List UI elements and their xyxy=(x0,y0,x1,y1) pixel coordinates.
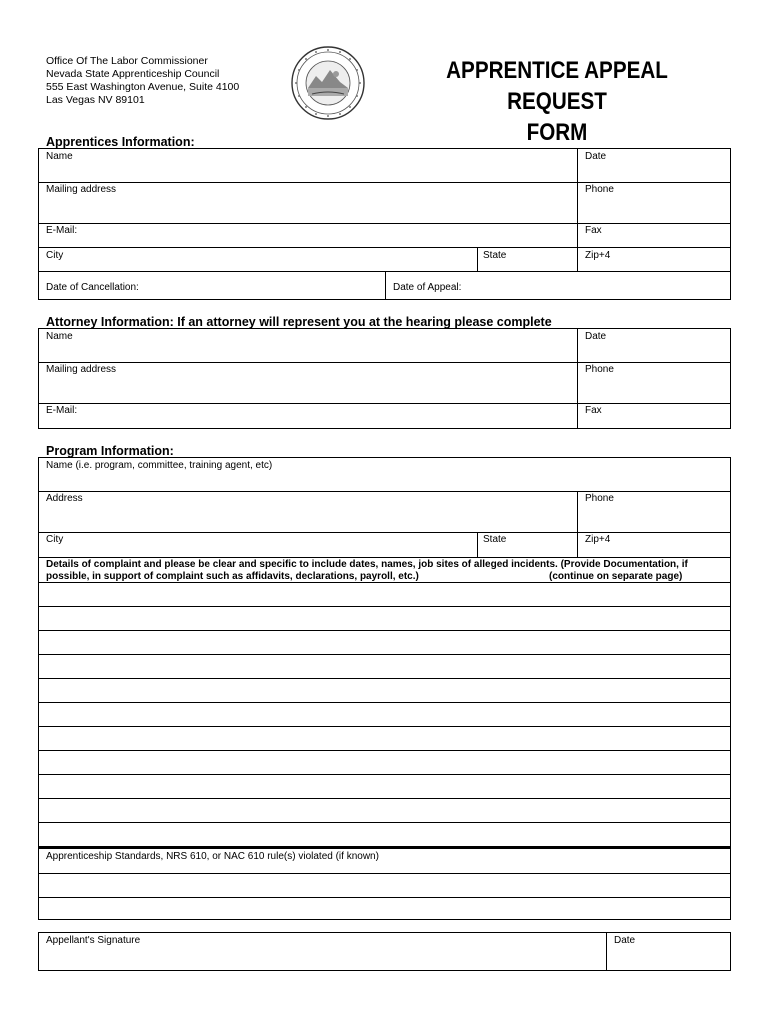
standards-line[interactable] xyxy=(39,897,730,898)
program-section-title: Program Information: xyxy=(46,444,174,458)
attorney-date-field[interactable]: Date xyxy=(585,331,607,342)
complaint-line[interactable] xyxy=(39,678,730,679)
attorney-name-field[interactable]: Name xyxy=(46,331,73,342)
program-state-field[interactable]: State xyxy=(483,534,507,545)
complaint-details-instructions: Details of complaint and please be clear and specific to include dates, names, job sites of alleged incidents. (Provide Documentation, if xyxy=(46,559,688,570)
attorney-email-field[interactable]: E-Mail: xyxy=(46,405,78,416)
divider xyxy=(39,491,730,492)
divider xyxy=(577,149,578,271)
complaint-line[interactable] xyxy=(39,702,730,703)
apprentice-phone-field[interactable]: Phone xyxy=(585,184,614,195)
program-city-field[interactable]: City xyxy=(46,534,64,545)
office-address-block xyxy=(46,55,239,107)
standards-violated-field[interactable]: Apprenticeship Standards, NRS 610, or NAC 610 rule(s) violated (if known) xyxy=(46,851,379,862)
divider xyxy=(577,491,578,557)
program-zip-field[interactable]: Zip+4 xyxy=(585,534,611,545)
divider xyxy=(39,582,730,583)
apprentice-info-table xyxy=(38,148,731,300)
program-name-field[interactable]: Name (i.e. program, committee, training agent, etc) xyxy=(46,460,273,471)
complaint-line[interactable] xyxy=(39,750,730,751)
form-title-line2: FORM xyxy=(526,119,588,146)
attorney-section-title: Attorney Information: If an attorney will represent you at the hearing please complete xyxy=(46,315,552,329)
date-of-cancellation-field[interactable]: Date of Cancellation: xyxy=(46,282,139,293)
complaint-line[interactable] xyxy=(39,774,730,775)
divider xyxy=(606,933,607,971)
program-info-table xyxy=(38,457,731,920)
office-line: Nevada State Apprenticeship Council xyxy=(46,68,220,80)
attorney-mailing-address-field[interactable]: Mailing address xyxy=(46,364,117,375)
apprentice-name-field[interactable]: Name xyxy=(46,151,73,162)
divider xyxy=(39,403,730,404)
date-of-appeal-field[interactable]: Date of Appeal: xyxy=(393,282,462,293)
thick-divider xyxy=(39,846,730,849)
form-title-line1: APPRENTICE APPEAL REQUEST xyxy=(446,57,668,115)
standards-line[interactable] xyxy=(39,873,730,874)
attorney-info-table xyxy=(38,328,731,429)
program-address-field[interactable]: Address xyxy=(46,493,83,504)
divider xyxy=(39,362,730,363)
signature-table xyxy=(38,932,731,971)
divider xyxy=(477,532,478,557)
complaint-line[interactable] xyxy=(39,798,730,799)
attorney-fax-field[interactable]: Fax xyxy=(585,405,602,416)
office-line: 555 East Washington Avenue, Suite 4100 xyxy=(46,81,240,93)
office-line: Las Vegas NV 89101 xyxy=(46,94,145,106)
form-title xyxy=(407,55,708,148)
complaint-line[interactable] xyxy=(39,654,730,655)
complaint-line[interactable] xyxy=(39,630,730,631)
complaint-line[interactable] xyxy=(39,606,730,607)
divider xyxy=(39,182,730,183)
complaint-line[interactable] xyxy=(39,726,730,727)
apprentice-mailing-address-field[interactable]: Mailing address xyxy=(46,184,117,195)
attorney-phone-field[interactable]: Phone xyxy=(585,364,614,375)
program-phone-field[interactable]: Phone xyxy=(585,493,614,504)
continue-on-separate-page-note: (continue on separate page) xyxy=(549,571,683,582)
apprentice-date-field[interactable]: Date xyxy=(585,151,607,162)
divider xyxy=(477,247,478,271)
apprentice-city-field[interactable]: City xyxy=(46,250,64,261)
complaint-details-instructions-line2: possible, in support of complaint such as affidavits, declarations, payroll, etc.) xyxy=(46,571,419,582)
divider xyxy=(39,247,730,248)
divider xyxy=(39,223,730,224)
divider xyxy=(39,532,730,533)
divider xyxy=(577,329,578,429)
complaint-line[interactable] xyxy=(39,822,730,823)
signature-date-field[interactable]: Date xyxy=(614,935,636,946)
divider xyxy=(385,271,386,300)
apprentice-zip-field[interactable]: Zip+4 xyxy=(585,250,611,261)
apprentice-fax-field[interactable]: Fax xyxy=(585,225,602,236)
appellant-signature-field[interactable]: Appellant's Signature xyxy=(46,935,141,946)
apprentice-email-field[interactable]: E-Mail: xyxy=(46,225,78,236)
apprentice-state-field[interactable]: State xyxy=(483,250,507,261)
divider xyxy=(39,557,730,558)
apprentice-section-title: Apprentices Information: xyxy=(46,135,195,149)
nevada-state-seal xyxy=(290,44,366,122)
office-line: Office Of The Labor Commissioner xyxy=(46,55,208,67)
